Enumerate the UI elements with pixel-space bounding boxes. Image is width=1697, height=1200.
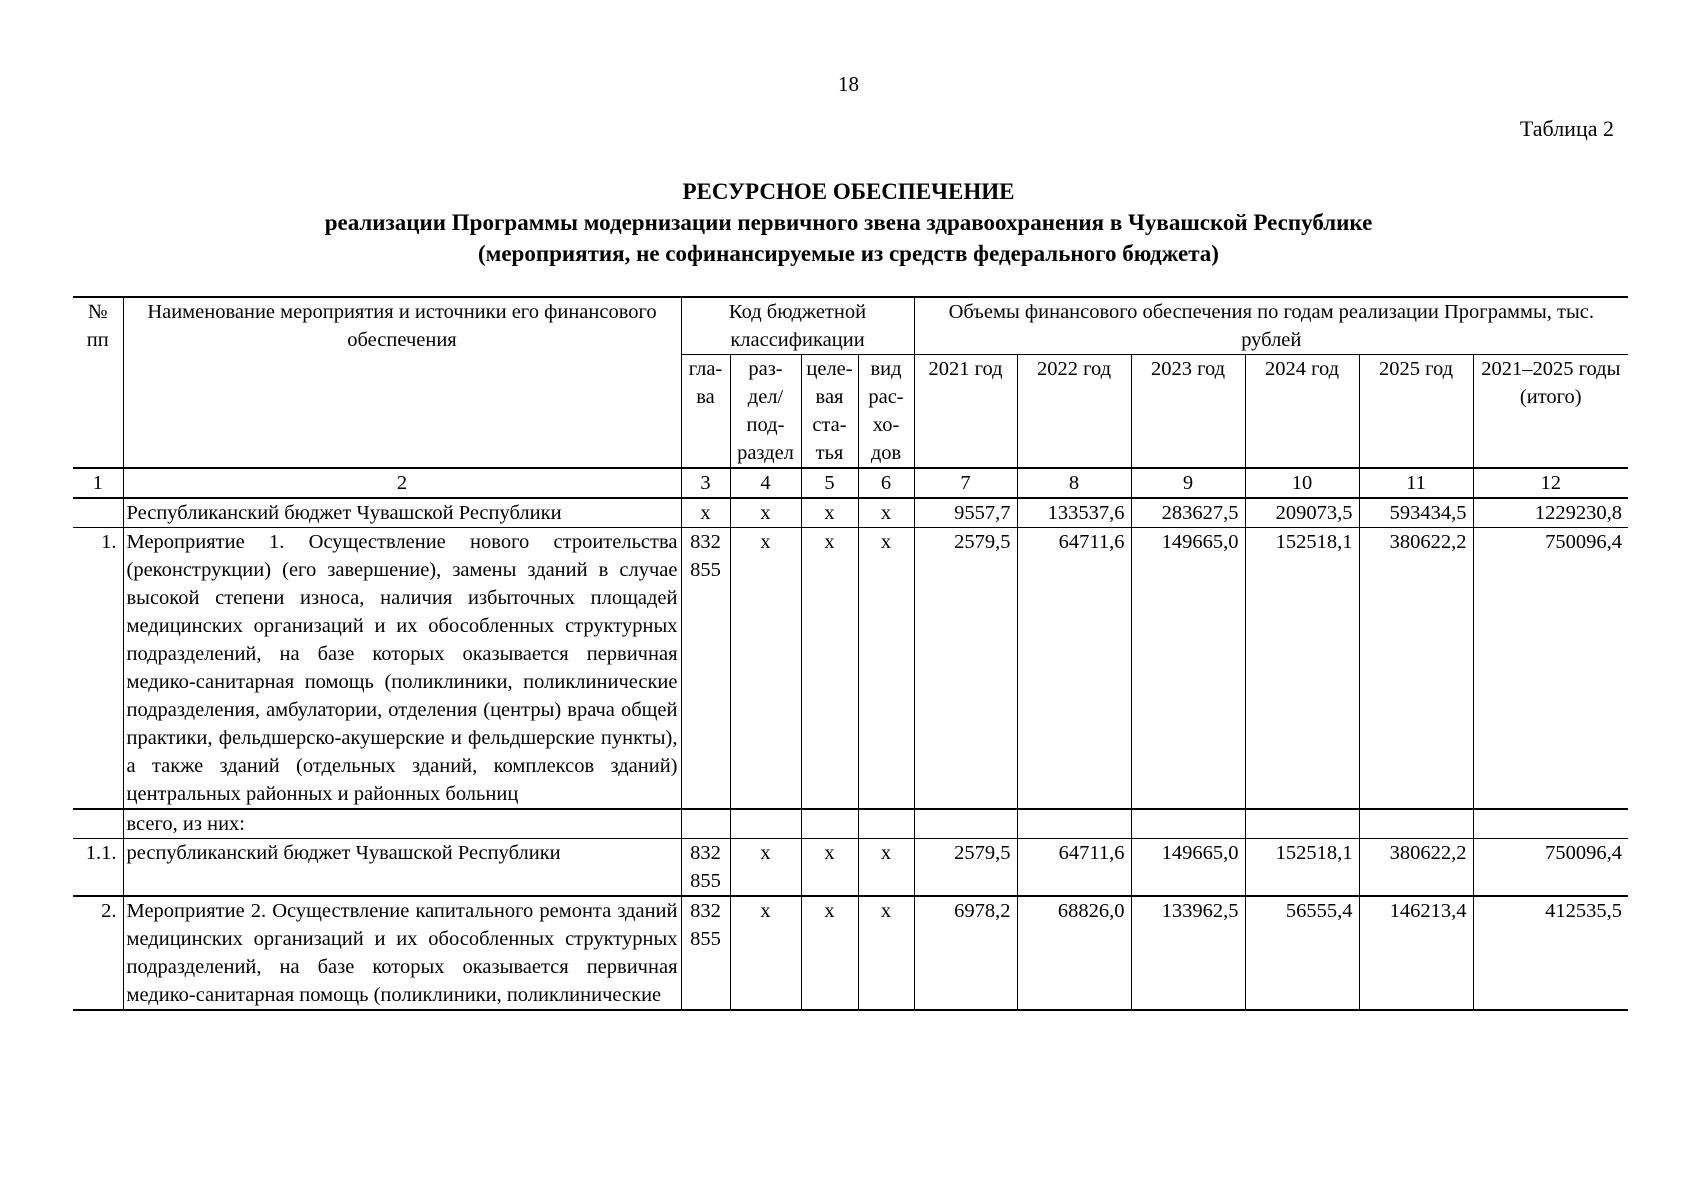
row-value	[1131, 809, 1245, 839]
row-value: 380622,2	[1359, 528, 1473, 810]
header-year-col: 2021–2025 годы (итого)	[1473, 355, 1628, 469]
row-num	[73, 809, 123, 839]
header-code-col: гла-ва	[681, 355, 730, 469]
resource-table	[73, 296, 1628, 1011]
title-line-3: (мероприятия, не софинансируемые из средств федерального бюджета)	[478, 241, 1219, 266]
row-code: 832 855	[681, 528, 730, 810]
page-number: 18	[838, 72, 859, 96]
row-num: 1.	[73, 528, 123, 810]
row-value: 152518,1	[1245, 839, 1359, 897]
row-code: х	[858, 896, 914, 1010]
row-code: х	[730, 528, 801, 810]
header-year-col: 2024 год	[1245, 355, 1359, 469]
row-code: х	[730, 896, 801, 1010]
header-amount-group: Объемы финансового обеспечения по годам реализации Программы, тыс. рублей	[914, 297, 1628, 355]
row-code: х	[801, 896, 858, 1010]
row-value: 750096,4	[1473, 528, 1628, 810]
column-number: 3	[681, 468, 730, 498]
column-number: 9	[1131, 468, 1245, 498]
column-number: 4	[730, 468, 801, 498]
row-value: 56555,4	[1245, 896, 1359, 1010]
row-value: 64711,6	[1017, 528, 1131, 810]
row-value: 1229230,8	[1473, 498, 1628, 528]
row-value	[1017, 809, 1131, 839]
row-code: х	[858, 839, 914, 897]
table-label: Таблица 2	[1519, 116, 1614, 141]
row-value: 209073,5	[1245, 498, 1359, 528]
header-code-col: раз-дел/ под-раздел	[730, 355, 801, 469]
table-row	[73, 498, 1628, 528]
row-value: 412535,5	[1473, 896, 1628, 1010]
resource-table-container	[73, 296, 1628, 1011]
row-value: 9557,7	[914, 498, 1017, 528]
header-year-col: 2025 год	[1359, 355, 1473, 469]
row-value	[1359, 809, 1473, 839]
row-value: 68826,0	[1017, 896, 1131, 1010]
row-value: 2579,5	[914, 839, 1017, 897]
row-name: республиканский бюджет Чувашской Республики	[123, 839, 681, 897]
title-line-2: реализации Программы модернизации первичного звена здравоохранения в Чувашской Республике	[324, 210, 1373, 235]
row-num: 1.1.	[73, 839, 123, 897]
header-code-col: целе-вая ста-тья	[801, 355, 858, 469]
row-value: 146213,4	[1359, 896, 1473, 1010]
row-value: 133537,6	[1017, 498, 1131, 528]
column-number: 1	[73, 468, 123, 498]
column-number: 7	[914, 468, 1017, 498]
row-code: х	[730, 839, 801, 897]
header-num: № пп	[73, 297, 123, 468]
row-code: 832 855	[681, 896, 730, 1010]
header-row-1	[73, 297, 1628, 355]
row-name: Республиканский бюджет Чувашской Республики	[123, 498, 681, 528]
header-name: Наименование мероприятия и источники его финансового обеспечения	[123, 297, 681, 468]
row-value	[914, 809, 1017, 839]
column-number: 11	[1359, 468, 1473, 498]
row-name: Мероприятие 1. Осуществление нового строительства (реконструкции) (его завершение), замены зданий в случае высокой степени износа, наличия избыточных площадей медицинских организаций и их обособленных структурных подразделений, на базе которых оказывается первичная медико-санитарная помощь (поликлиники, поликлинические подразделения, амбулатории, отделения (центры) врача общей практики, фельдшерско-акушерские и фельдшерские пункты), а также зданий (отдельных зданий, комплексов зданий) центральных районных и районных больниц	[123, 528, 681, 810]
row-value: 64711,6	[1017, 839, 1131, 897]
row-value: 2579,5	[914, 528, 1017, 810]
row-num: 2.	[73, 896, 123, 1010]
row-code	[730, 809, 801, 839]
table-row	[73, 809, 1628, 839]
row-name: Мероприятие 2. Осуществление капитального ремонта зданий медицинских организаций и их обособленных структурных подразделений, на базе которых оказывается первичная медико-санитарная помощь (поликлиники, поликлинические	[123, 896, 681, 1010]
column-number: 8	[1017, 468, 1131, 498]
row-value	[1473, 809, 1628, 839]
document-title	[0, 176, 1697, 269]
row-value: 750096,4	[1473, 839, 1628, 897]
row-code: х	[801, 839, 858, 897]
column-number: 10	[1245, 468, 1359, 498]
table-row	[73, 839, 1628, 897]
column-number: 5	[801, 468, 858, 498]
header-year-col: 2022 год	[1017, 355, 1131, 469]
column-number: 12	[1473, 468, 1628, 498]
row-value: 380622,2	[1359, 839, 1473, 897]
header-year-col: 2021 год	[914, 355, 1017, 469]
row-value: 6978,2	[914, 896, 1017, 1010]
row-name: всего, из них:	[123, 809, 681, 839]
row-value: 149665,0	[1131, 528, 1245, 810]
row-code	[801, 809, 858, 839]
table-row	[73, 528, 1628, 810]
row-num	[73, 498, 123, 528]
row-code: 832 855	[681, 839, 730, 897]
column-number: 2	[123, 468, 681, 498]
column-number: 6	[858, 468, 914, 498]
row-code: х	[801, 498, 858, 528]
header-code-group: Код бюджетной классификации	[681, 297, 914, 355]
header-code-col: вид рас-хо-дов	[858, 355, 914, 469]
header-year-col: 2023 год	[1131, 355, 1245, 469]
row-code: х	[858, 498, 914, 528]
title-line-1: РЕСУРСНОЕ ОБЕСПЕЧЕНИЕ	[682, 179, 1015, 204]
row-value	[1245, 809, 1359, 839]
row-code	[681, 809, 730, 839]
row-value: 283627,5	[1131, 498, 1245, 528]
column-number-row	[73, 468, 1628, 498]
row-value: 593434,5	[1359, 498, 1473, 528]
row-code: х	[801, 528, 858, 810]
row-value: 152518,1	[1245, 528, 1359, 810]
row-code: х	[858, 528, 914, 810]
table-row	[73, 896, 1628, 1010]
row-code: х	[681, 498, 730, 528]
row-code: х	[730, 498, 801, 528]
row-code	[858, 809, 914, 839]
row-value: 133962,5	[1131, 896, 1245, 1010]
row-value: 149665,0	[1131, 839, 1245, 897]
